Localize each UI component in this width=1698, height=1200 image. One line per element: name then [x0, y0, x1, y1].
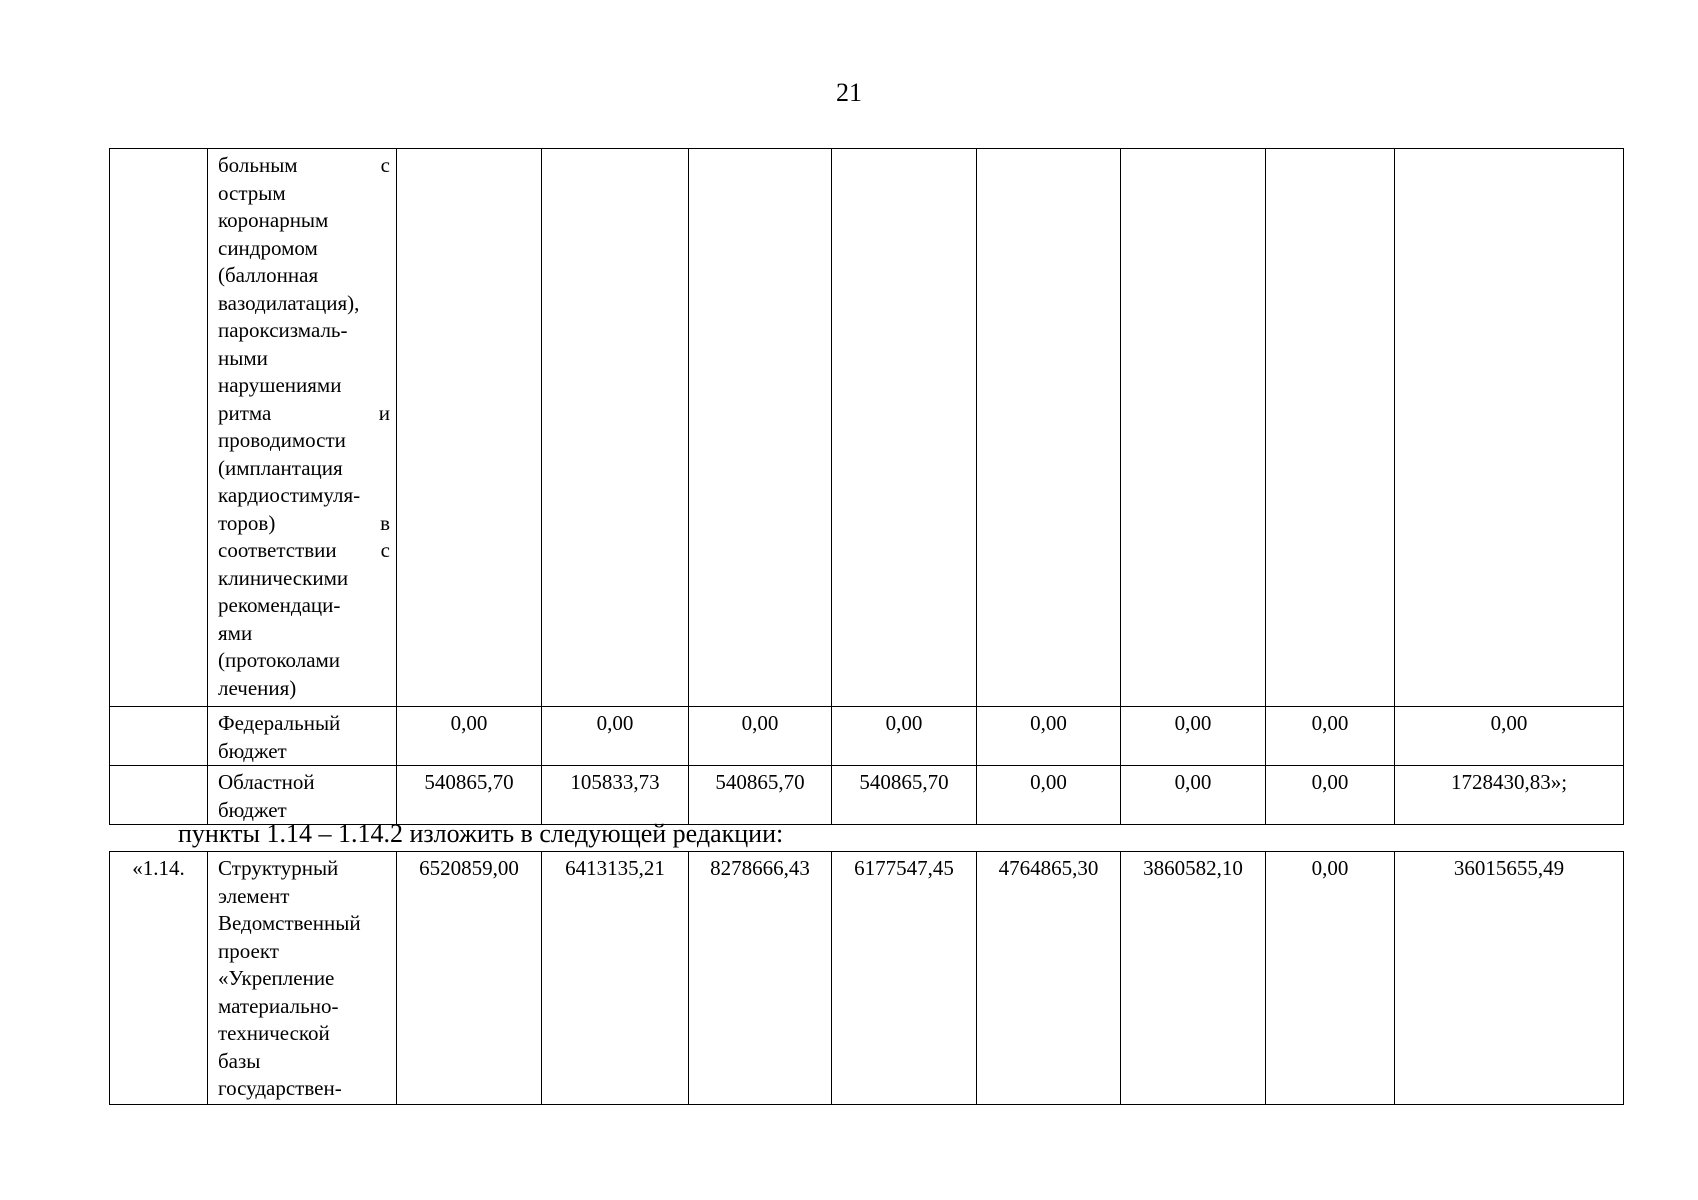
value-cell — [977, 149, 1121, 707]
budget-table-continued — [109, 148, 1624, 825]
value-cell: 0,00 — [1121, 766, 1266, 825]
value-cell: 0,00 — [542, 707, 689, 766]
index-cell — [110, 149, 208, 707]
value-cell: 6177547,45 — [832, 852, 977, 1105]
value-cell: 3860582,10 — [1121, 852, 1266, 1105]
value-cell: 540865,70 — [689, 766, 832, 825]
value-cell: 0,00 — [1266, 766, 1395, 825]
value-cell: 105833,73 — [542, 766, 689, 825]
value-cell — [397, 149, 542, 707]
value-cell — [1395, 149, 1624, 707]
value-cell: 0,00 — [1395, 707, 1624, 766]
description-row — [110, 149, 1624, 707]
regional-budget-row — [110, 766, 1624, 825]
value-cell: 6520859,00 — [397, 852, 542, 1105]
instruction-text: пункты 1.14 – 1.14.2 изложить в следующей редакции: — [178, 819, 784, 848]
value-cell — [1121, 149, 1266, 707]
value-cell: 6413135,21 — [542, 852, 689, 1105]
row-label: Федеральный бюджет — [208, 707, 397, 766]
structural-element-row — [110, 852, 1624, 1105]
federal-budget-row — [110, 707, 1624, 766]
value-cell: 540865,70 — [397, 766, 542, 825]
value-cell: 8278666,43 — [689, 852, 832, 1105]
row-label: Областной бюджет — [208, 766, 397, 825]
structural-element-name: Структурный элемент Ведомственный проект «Укрепление материально- технической базы государствен- — [208, 852, 397, 1105]
value-cell — [832, 149, 977, 707]
value-cell: 0,00 — [397, 707, 542, 766]
value-cell: 0,00 — [977, 707, 1121, 766]
value-cell — [689, 149, 832, 707]
value-cell: 0,00 — [832, 707, 977, 766]
index-cell — [110, 707, 208, 766]
measure-description-cell: больным с острым коронарным синдромом (баллонная вазодилатация), пароксизмаль- ными нарушениями ритма и проводимости (имплантация кардиостимуля- торов) в соответствии с клиническими рекомендаци- ями (протоколами лечения) — [208, 149, 397, 707]
value-cell: 540865,70 — [832, 766, 977, 825]
value-cell: 0,00 — [1121, 707, 1266, 766]
value-cell: 0,00 — [1266, 852, 1395, 1105]
value-cell — [1266, 149, 1395, 707]
value-cell: 0,00 — [1266, 707, 1395, 766]
page-number: 21 — [836, 78, 862, 107]
item-index: «1.14. — [110, 852, 208, 1105]
index-cell — [110, 766, 208, 825]
value-cell: 36015655,49 — [1395, 852, 1624, 1105]
budget-table-new — [109, 851, 1624, 1105]
value-cell — [542, 149, 689, 707]
value-cell: 0,00 — [689, 707, 832, 766]
value-cell: 0,00 — [977, 766, 1121, 825]
value-cell: 4764865,30 — [977, 852, 1121, 1105]
value-cell: 1728430,83»; — [1395, 766, 1624, 825]
